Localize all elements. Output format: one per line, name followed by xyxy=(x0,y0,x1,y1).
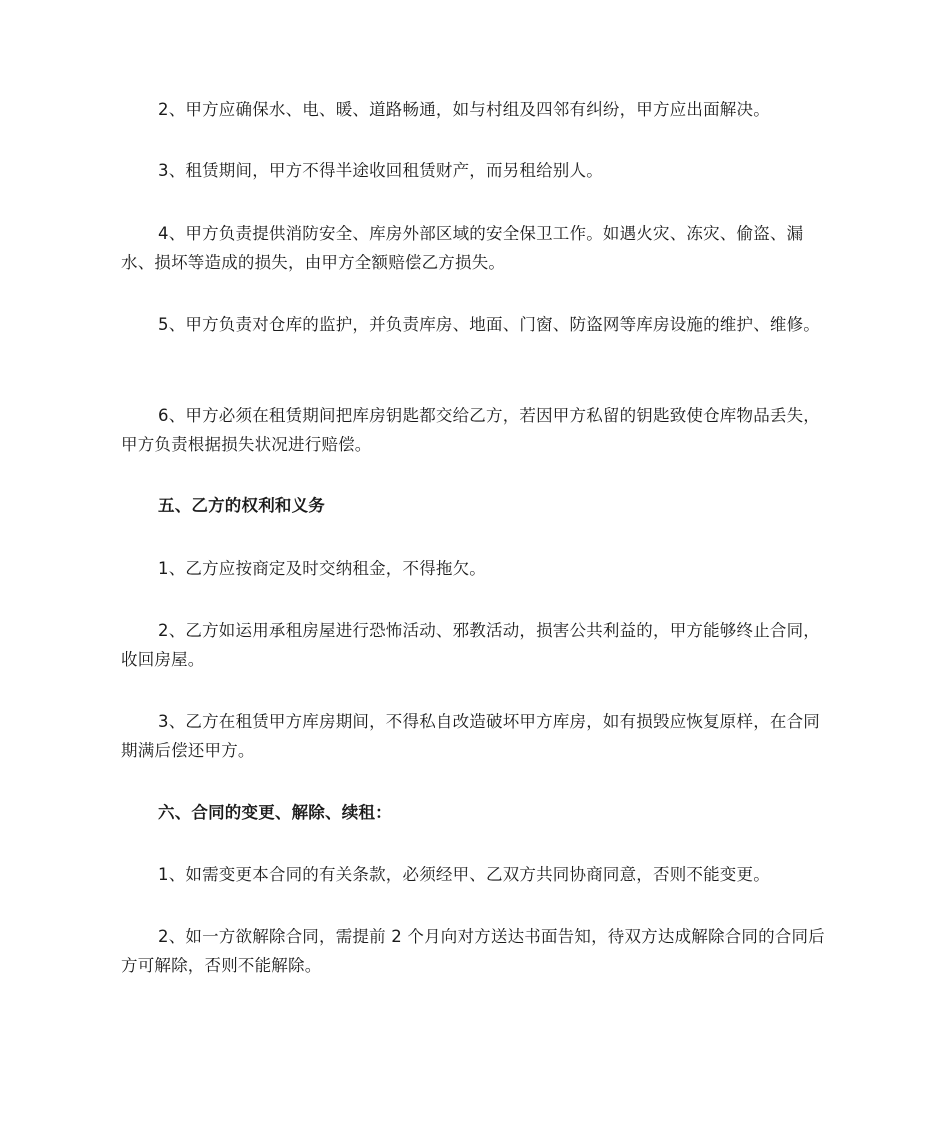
paragraph xyxy=(121,860,833,889)
paragraph xyxy=(121,922,833,980)
paragraph xyxy=(121,707,833,765)
paragraph xyxy=(121,554,833,583)
paragraph-text: 3、乙方在租赁甲方库房期间，不得私自改造破坏甲方库房，如有损毁应恢复原样，在合同期满后偿还甲方。 xyxy=(121,712,820,760)
paragraph-text: 2、甲方应确保水、电、暖、道路畅通，如与村组及四邻有纠纷，甲方应出面解决。 xyxy=(158,100,770,119)
paragraph xyxy=(121,310,833,339)
paragraph xyxy=(121,219,833,277)
paragraph xyxy=(121,156,833,185)
paragraph xyxy=(121,616,833,674)
section-heading xyxy=(121,491,833,520)
paragraph-text: 5、甲方负责对仓库的监护，并负责库房、地面、门窗、防盗网等库房设施的维护、维修。 xyxy=(158,315,820,334)
section-heading xyxy=(121,798,833,827)
paragraph xyxy=(121,95,833,124)
paragraph-text: 2、乙方如运用承租房屋进行恐怖活动、邪教活动，损害公共利益的，甲方能够终止合同，收回房屋。 xyxy=(121,621,820,669)
paragraph-text: 2、如一方欲解除合同，需提前 2 个月向对方送达书面告知，待双方达成解除合同的合同后方可解除，否则不能解除。 xyxy=(121,927,825,975)
section-heading-text: 五、乙方的权利和义务 xyxy=(158,496,325,515)
paragraph-text: 6、甲方必须在租赁期间把库房钥匙都交给乙方，若因甲方私留的钥匙致使仓库物品丢失，甲方负责根据损失状况进行赔偿。 xyxy=(121,406,820,454)
paragraph xyxy=(121,401,833,459)
section-heading-text: 六、合同的变更、解除、续租： xyxy=(158,803,392,822)
paragraph-text: 4、甲方负责提供消防安全、库房外部区域的安全保卫工作。如遇火灾、冻灾、偷盗、漏水、损坏等造成的损失，由甲方全额赔偿乙方损失。 xyxy=(121,224,804,272)
paragraph-text: 1、如需变更本合同的有关条款，必须经甲、乙双方共同协商同意，否则不能变更。 xyxy=(158,865,770,884)
paragraph-text: 1、乙方应按商定及时交纳租金，不得拖欠。 xyxy=(158,559,486,578)
paragraph-text: 3、租赁期间，甲方不得半途收回租赁财产，而另租给别人。 xyxy=(158,161,603,180)
